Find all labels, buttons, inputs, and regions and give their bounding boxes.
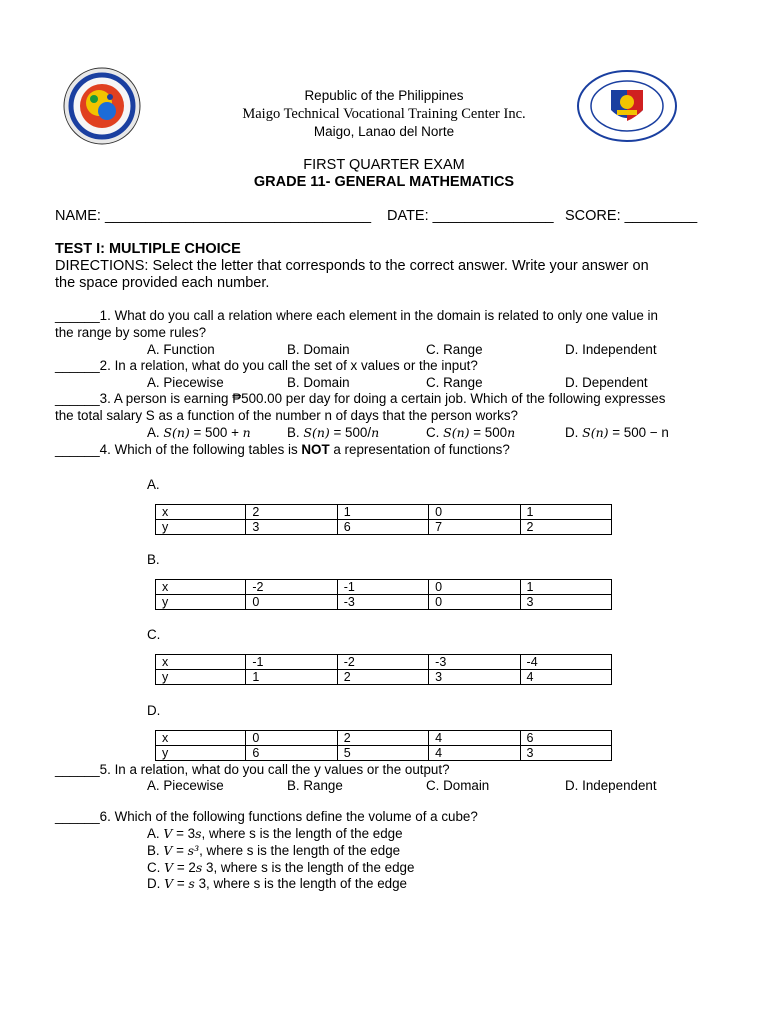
question-3: ______3. A person is earning ₱500.00 per day for doing a certain job. Which of the following expresses [55, 391, 666, 406]
table-cell: 2 [246, 505, 337, 520]
q6-option-b: B. V = s³, where s is the length of the edge [147, 843, 401, 858]
table-cell: 2 [337, 670, 428, 685]
q1-option-c: C. Range [426, 342, 483, 357]
name-field[interactable]: NAME: _________________________________ [55, 208, 372, 224]
q3-option-d: D. S(n) = 500 − n [565, 425, 669, 440]
table-cell: 6 [520, 731, 611, 746]
question-2: ______2. In a relation, what do you call the set of x values or the input? [55, 358, 478, 373]
q6-option-d: D. V = s 3, where s is the length of the edge [147, 876, 408, 891]
question-3-cont: the total salary S as a function of the number n of days that the person works? [55, 408, 518, 423]
table-cell: 2 [337, 731, 428, 746]
table-cell: 1 [520, 580, 611, 595]
q1-option-a: A. Function [147, 342, 215, 357]
table-cell: 0 [246, 595, 337, 610]
directions-line-1: DIRECTIONS: Select the letter that corresponds to the correct answer. Write your answer on [55, 258, 649, 274]
q2-option-a: A. Piecewise [147, 375, 224, 390]
q6-option-c: C. V = 2s 3, where s is the length of the edge [147, 860, 415, 875]
q5-option-c: C. Domain [426, 778, 490, 793]
table-cell: 1 [337, 505, 428, 520]
table-row [156, 595, 612, 610]
table-row [156, 731, 612, 746]
table-cell: 3 [429, 670, 520, 685]
q3-option-c: C. S(n) = 500n [426, 425, 516, 440]
table-cell: y [156, 670, 246, 685]
table-row [156, 580, 612, 595]
q2-option-d: D. Dependent [565, 375, 648, 390]
q6-option-a: A. V = 3s, where s is the length of the edge [147, 826, 403, 841]
table-cell: y [156, 746, 246, 761]
table-a-label: A. [147, 477, 160, 492]
table-cell: x [156, 731, 246, 746]
question-1-cont: the range by some rules? [55, 325, 207, 340]
exam-title: FIRST QUARTER EXAM [303, 157, 465, 173]
table-c-label: C. [147, 627, 161, 642]
q5-option-b: B. Range [287, 778, 343, 793]
table-b-label: B. [147, 552, 160, 567]
table-cell: 3 [520, 746, 611, 761]
table-cell: -2 [246, 580, 337, 595]
school-name: Maigo Technical Vocational Training Center Inc. [242, 106, 526, 122]
table-cell: -1 [246, 655, 337, 670]
q2-option-c: C. Range [426, 375, 483, 390]
table-cell: 7 [429, 520, 520, 535]
question-1: ______1. What do you call a relation where each element in the domain is related to only one value in [55, 308, 658, 323]
table-cell: x [156, 580, 246, 595]
table-row [156, 746, 612, 761]
table-c [155, 654, 612, 685]
table-cell: 4 [520, 670, 611, 685]
table-cell: y [156, 520, 246, 535]
table-row [156, 655, 612, 670]
table-cell: -2 [337, 655, 428, 670]
table-cell: 0 [429, 505, 520, 520]
q1-option-b: B. Domain [287, 342, 350, 357]
date-field[interactable]: DATE: _______________ [387, 208, 554, 224]
table-b [155, 579, 612, 610]
q3-option-a: A. S(n) = 500 + n [147, 425, 251, 440]
table-cell: 4 [429, 731, 520, 746]
table-cell: 1 [520, 505, 611, 520]
table-cell: 3 [246, 520, 337, 535]
table-d [155, 730, 612, 761]
table-cell: -3 [337, 595, 428, 610]
score-field[interactable]: SCORE: _________ [565, 208, 698, 224]
republic-line: Republic of the Philippines [304, 88, 464, 103]
school-address: Maigo, Lanao del Norte [313, 124, 455, 139]
table-row [156, 505, 612, 520]
question-5: ______5. In a relation, what do you call the y values or the output? [55, 762, 450, 777]
table-cell: -3 [429, 655, 520, 670]
table-cell: 0 [429, 595, 520, 610]
table-cell: -4 [520, 655, 611, 670]
table-cell: x [156, 655, 246, 670]
q2-option-b: B. Domain [287, 375, 350, 390]
q3-option-b: B. S(n) = 500/n [287, 425, 380, 440]
question-6: ______6. Which of the following functions define the volume of a cube? [55, 809, 478, 824]
table-row [156, 670, 612, 685]
table-cell: 5 [337, 746, 428, 761]
exam-subtitle: GRADE 11- GENERAL MATHEMATICS [253, 174, 515, 190]
q5-option-a: A. Piecewise [147, 778, 224, 793]
table-cell: x [156, 505, 246, 520]
table-cell: 6 [246, 746, 337, 761]
directions-line-2: the space provided each number. [55, 275, 270, 291]
table-cell: 1 [246, 670, 337, 685]
table-cell: y [156, 595, 246, 610]
table-a [155, 504, 612, 535]
table-cell: 4 [429, 746, 520, 761]
q1-option-d: D. Independent [565, 342, 657, 357]
table-cell: 0 [429, 580, 520, 595]
table-cell: -1 [337, 580, 428, 595]
question-4: ______4. Which of the following tables is NOT a representation of functions? [55, 442, 510, 457]
table-d-label: D. [147, 703, 161, 718]
table-cell: 3 [520, 595, 611, 610]
table-cell: 2 [520, 520, 611, 535]
table-cell: 6 [337, 520, 428, 535]
table-row [156, 520, 612, 535]
q5-option-d: D. Independent [565, 778, 657, 793]
table-cell: 0 [246, 731, 337, 746]
test-heading: TEST I: MULTIPLE CHOICE [55, 241, 241, 257]
